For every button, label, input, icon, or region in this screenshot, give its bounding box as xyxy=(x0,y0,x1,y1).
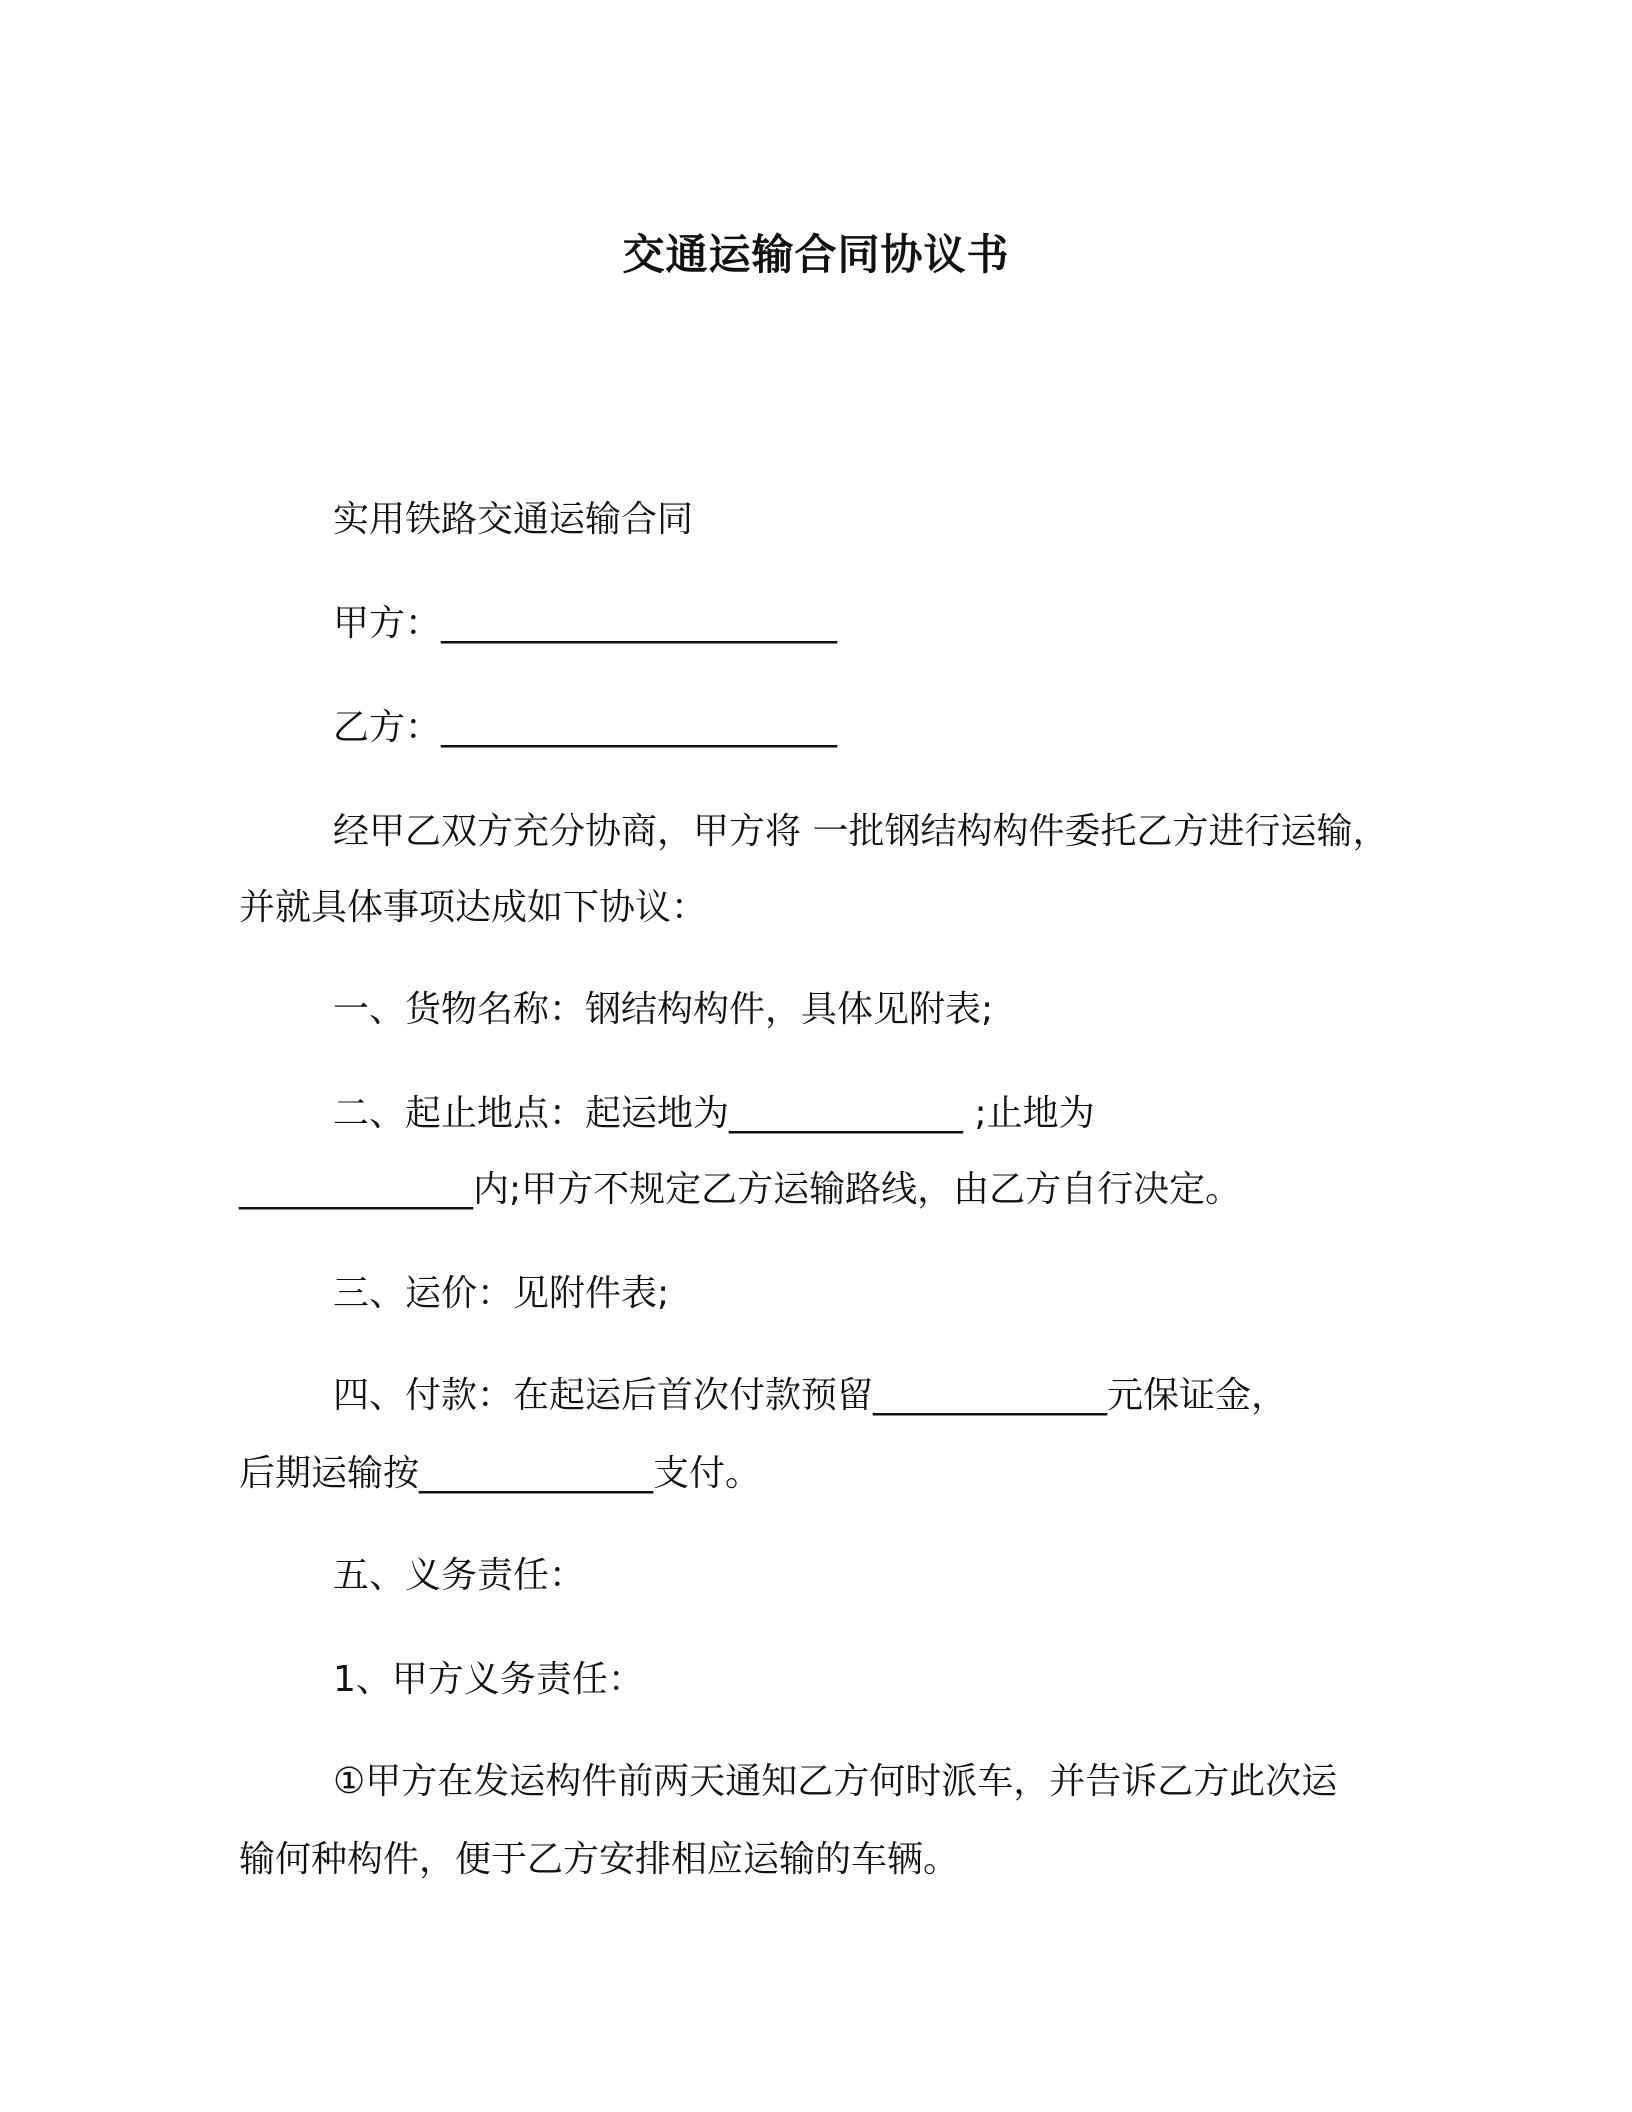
clause-5-1-item-1-line-2: 输何种构件，便于乙方安排相应运输的车辆。 xyxy=(239,1839,960,1880)
document-title: 交通运输合同协议书 xyxy=(622,230,1010,279)
party-a-line: 甲方：______________________ xyxy=(333,603,838,644)
clause-2-locations-line-2: _____________内;甲方不规定乙方运输路线，由乙方自行决定。 xyxy=(239,1169,1242,1210)
clause-5-1-item-1-line-1: ①甲方在发运构件前两天通知乙方何时派车，并告诉乙方此次运 xyxy=(333,1761,1338,1802)
party-b-line: 乙方：______________________ xyxy=(333,707,838,748)
clause-3-freight: 三、运价：见附件表; xyxy=(333,1273,670,1314)
preamble-line-1: 经甲乙双方充分协商，甲方将 一批钢结构构件委托乙方进行运输， xyxy=(333,811,1389,852)
clause-5-obligations: 五、义务责任： xyxy=(333,1555,586,1596)
preamble-line-2: 并就具体事项达成如下协议： xyxy=(239,887,708,928)
clause-2-locations-line-1: 二、起止地点：起运地为_____________ ;止地为 xyxy=(333,1093,1095,1134)
clause-4-payment-line-2: 后期运输按_____________支付。 xyxy=(239,1453,762,1494)
clause-4-payment-line-1: 四、付款：在起运后首次付款预留_____________元保证金， xyxy=(333,1375,1288,1416)
clause-1-goods: 一、货物名称：钢结构构件，具体见附表; xyxy=(333,989,994,1030)
clause-5-1-party-a: 1、甲方义务责任： xyxy=(333,1659,644,1700)
contract-subtitle: 实用铁路交通运输合同 xyxy=(333,499,694,540)
